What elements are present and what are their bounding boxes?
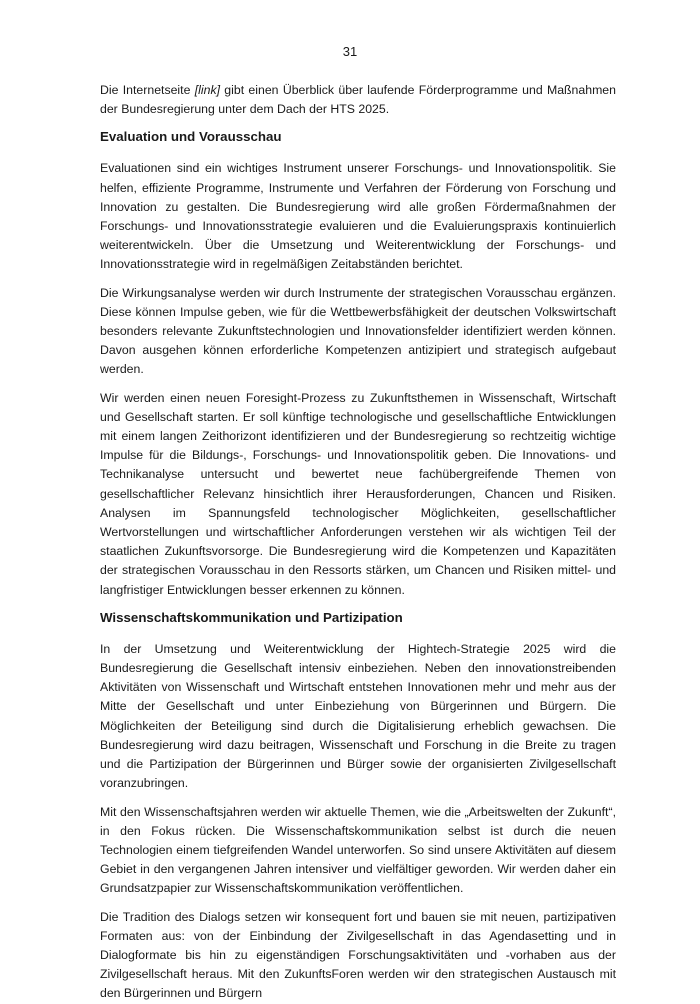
paragraph: In der Umsetzung und Weiterentwicklung der Hightech-Strategie 2025 wird die Bundesregierung die Gesellschaft intensiv einbeziehen. Neben den innovationstreibenden Aktivitäten von Wissenschaft und Wirtschaft entstehen Innovationen mehr und mehr aus der Mitte der Gesellschaft und unter Einbeziehung von Bürgerinnen und Bürgern. Die Möglichkeiten der Beteiligung sind durch die Digitalisierung erheblich gewachsen. Die Bundesregierung wird dazu beitragen, Wissenschaft und Forschung in die Breite zu tragen und die Partizipation der Bürgerinnen und Bürger sowie der organisierten Zivilgesellschaft voranzubringen. bbox=[100, 641, 616, 791]
intro-paragraph bbox=[100, 81, 616, 119]
section-heading: Evaluation und Vorausschau bbox=[100, 129, 282, 145]
intro-block bbox=[100, 81, 616, 119]
page-number: 31 bbox=[342, 44, 358, 59]
paragraph: Die Wirkungsanalyse werden wir durch Instrumente der strategischen Vorausschau ergänzen. Diese können Impulse geben, wie für die Wettbewerbsfähigkeit der deutschen Volkswirtschaft besonders relevante Zukunftstechnologien und Innovationsfelder identifiziert werden können. Davon ausgehen können erforderliche Kompetenzen antizipiert und strategisch aufgebaut werden. bbox=[100, 285, 616, 377]
section-evaluation bbox=[100, 128, 616, 599]
paragraph: Mit den Wissenschaftsjahren werden wir aktuelle Themen, wie die „Arbeitswelten der Zukunft“, in den Fokus rücken. Die Wissenschaftskommunikation selbst ist durch die neuen Technologien einem tiefgreifenden Wandel unterworfen. So sind unsere Aktivitäten auf diesem Gebiet in den vergangenen Jahren intensiver und vielfältiger geworden. Wir werden daher ein Grundsatzpapier zur Wissenschaftskommunikation veröffentlichen. bbox=[100, 804, 616, 896]
paragraph: Evaluationen sind ein wichtiges Instrument unserer Forschungs- und Innovationspolitik. Sie helfen, effiziente Programme, Instrumente und Verfahren der Förderung von Forschung und Innovation zu gestalten. Die Bundesregierung wird alle großen Fördermaßnahmen der Forschungs- und Innovationsstrategie evaluieren und die Evaluierungspraxis kontinuierlich weiterentwickeln. Über die Umsetzung und Weiterentwicklung der Forschungs- und Innovationsstrategie wird in regelmäßigen Zeitabständen berichtet. bbox=[100, 161, 616, 272]
paragraph: Wir werden einen neuen Foresight-Prozess zu Zukunftsthemen in Wissenschaft, Wirtschaft und Gesellschaft starten. Er soll künftige technologische und gesellschaftliche Entwicklungen mit einem langen Zeithorizont identifizieren und der Bundesregierung so rechtzeitig wichtige Impulse für die Bildungs-, Forschungs- und Innovationspolitik geben. Die Innovations- und Technikanalyse untersucht und bewertet neue fachübergreifende Themen von gesellschaftlicher Relevanz hinsichtlich ihrer Herausforderungen, Chancen und Risiken. Analysen im Spannungsfeld technologischer Möglichkeiten, gesellschaftlicher Wertvorstellungen und wirtschaftlicher Anforderungen verstehen wir als wichtigen Teil der staatlichen Zukunftsvorsorge. Die Bundesregierung wird die Kompetenzen und Kapazitäten der strategischen Vorausschau in den Ressorts stärken, um Chancen und Risiken mittel- und langfristiger Entwicklungen besser erkennen zu können. bbox=[100, 390, 616, 597]
section-science-communication bbox=[100, 609, 616, 1004]
intro-text-end: gibt einen Überblick über laufende Förderprogramme und Maßnahmen der Bundesregierung unter dem Dach der HTS 2025. bbox=[100, 83, 616, 117]
link-placeholder[interactable]: [link] bbox=[194, 83, 221, 97]
intro-text-start: Die Internetseite bbox=[100, 83, 195, 97]
paragraph: Die Tradition des Dialogs setzen wir konsequent fort und bauen sie mit neuen, partizipativen Formaten aus: von der Einbindung der Zivilgesellschaft in das Agendasetting und in Dialogformate bis hin zu eigenständigen Forschungsaktivitäten und -vorhaben aus der Zivilgesellschaft heraus. Mit den ZukunftsForen werden wir den strategischen Austausch mit den Bürgerinnen und Bürgern bbox=[100, 909, 616, 1001]
section-heading: Wissenschaftskommunikation und Partizipation bbox=[100, 609, 403, 625]
